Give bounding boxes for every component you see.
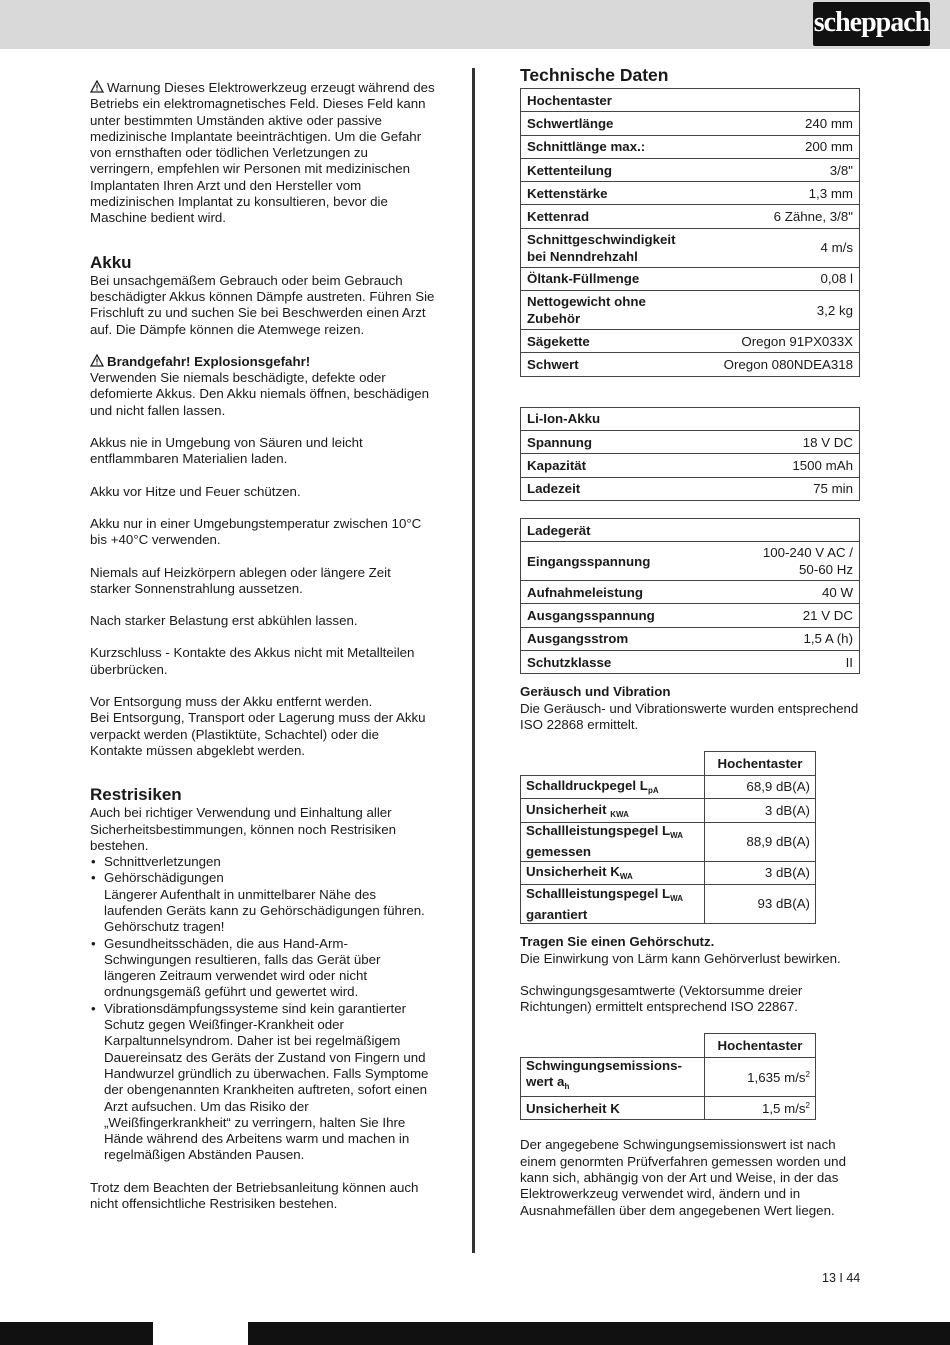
fire-text: Verwenden Sie niemals beschädigte, defekte oder defomierte Akkus. Den Akku niemals öffnen, beschädigen und nicht fallen lassen. (90, 370, 430, 418)
fire-heading: Brandgefahr! Explosionsgefahr! (90, 354, 435, 370)
akku-heading: Akku (90, 252, 132, 272)
radiator-paragraph: Niemals auf Heizkörpern ablegen oder längere Zeit starker Sonnenstrahlung aussetzen. (90, 564, 391, 596)
list-item: • Vibrationsdämpfungssysteme sind kein garantierter Schutz gegen Weißfinger-Krankheit oder Karpaltunnelsyndrom. Daher ist bei regelmäßigem Dauereinsatz des Geräts der Zustand von Fingern und Handwurzel gründlich zu überwachen. Falls Symptome der obengenannten Krankheiten auftreten, sofort einen Arzt aufsuchen. Um das Risiko der „Weißfingerkrankheit“ zu verringern, halten Sie Ihre Hände während des Arbeitens warm und machen in regelmäßigen Abständen Pausen. (90, 1001, 435, 1164)
table-header: Ladegerät (521, 518, 860, 541)
table-row: Schnittgeschwindigkeit bei Nenndrehzahl 4 m/s (521, 228, 860, 267)
noise-text: Die Geräusch- und Vibrationswerte wurden entsprechend ISO 22868 ermittelt. (520, 700, 859, 732)
left-column (90, 80, 435, 1212)
noise-heading: Geräusch und Vibration (520, 684, 671, 700)
bottom-bar-gap (153, 1322, 248, 1345)
column-divider (472, 68, 475, 1253)
hearing-heading: Tragen Sie einen Gehörschutz. (520, 934, 715, 950)
cool-paragraph: Nach starker Belastung erst abkühlen lassen. (90, 613, 358, 629)
spec-table-ladegeraet (520, 518, 860, 674)
table-row: Eingangsspannung 100-240 V AC / 50-60 Hz (521, 542, 860, 581)
table-header: Hochentaster (521, 89, 860, 112)
table-row: Unsicherheit K 1,5 $m/s^2$ (521, 1096, 816, 1120)
table-row: Schallleistungspegel $L_{WA}$ gemessen 88,9 dB(A) (521, 822, 816, 861)
table-row: Nettogewicht ohne Zubehör 3,2 kg (521, 291, 860, 330)
list-item: • Schnittverletzungen (90, 854, 435, 870)
table-row: Kettenteilung 3/8" (521, 158, 860, 181)
table-row: Schwingungsemissions- wert $a_h$ 1,635 $m/s^2$ (521, 1057, 816, 1096)
table-row: Schnittlänge max.: 200 mm (521, 135, 860, 158)
table-row: Ausgangsspannung 21 V DC (521, 604, 860, 627)
table-header: Hochentaster (705, 752, 816, 776)
vibration-text: Schwingungsgesamtwerte (Vektorsumme dreier Richtungen) ermittelt entsprechend ISO 22867. (520, 982, 803, 1015)
akku-intro: Bei unsachgemäßem Gebrauch oder beim Gebrauch beschädigter Akkus können Dämpfe austreten. Führen Sie Frischluft zu und suchen Sie bei Beschwerden einen Arzt auf. Die Dämpfe können die Atemwege reizen. (90, 272, 435, 337)
spec-table-hochentaster (520, 88, 860, 377)
table-row: Unsicherheit $_{KWA}$ 3 dB(A) (521, 799, 816, 823)
table-row: Aufnahmeleistung 40 W (521, 581, 860, 604)
table-header: Li-Ion-Akku (521, 407, 860, 430)
restrisiken-list (90, 854, 435, 1164)
table-row: Schalldruckpegel $L_{pA}$ 68,9 dB(A) (521, 775, 816, 799)
disposal-paragraph-1: Vor Entsorgung muss der Akku entfernt werden. (90, 694, 373, 710)
table-row: Schwert Oregon 080NDEA318 (521, 353, 860, 376)
table-row: Spannung 18 V DC (521, 430, 860, 453)
disposal-paragraph-2: Bei Entsorgung, Transport oder Lagerung muss der Akku verpackt werden (Plastiktüte, Schachtel) oder die Kontakte müssen abgeklebt werden. (90, 710, 426, 758)
page-number: 13 I 44 (822, 1271, 861, 1285)
table-row: Kettenrad 6 Zähne, 3/8" (521, 205, 860, 228)
table-row: Sägekette Oregon 91PX033X (521, 330, 860, 353)
brand-logo: scheppach (813, 2, 930, 46)
restrisiken-intro: Auch bei richtiger Verwendung und Einhaltung aller Sicherheitsbestimmungen, können noch Restrisiken bestehen. (90, 805, 396, 853)
bottom-bar (0, 1322, 950, 1345)
table-row: Ladezeit 75 min (521, 477, 860, 500)
noise-table (520, 751, 816, 924)
restrisiken-heading: Restrisiken (90, 785, 182, 805)
list-item-subtext: Längerer Aufenthalt in unmittelbarer Nähe des laufenden Geräts kann zu Gehörschädigungen führen. Gehörschutz tragen! (104, 886, 425, 935)
vibration-table (520, 1033, 816, 1120)
acids-paragraph: Akkus nie in Umgebung von Säuren und leicht entflammbaren Materialien laden. (90, 435, 363, 467)
warning-paragraph: Warnung Dieses Elektrowerkzeug erzeugt während des Betriebs ein elektromagnetisches Feld. Dieses Feld kann unter bestimmten Umständen aktive oder passive medizinische Implantate beeinträchtigen. Um die Gefahr von ernsthaften oder tödlichen Verletzungen zu verringern, empfehlen wir Personen mit medizinischen Implantaten Ihren Arzt und den Hersteller vom medizinischen Implantat zu konsultieren, bevor die Maschine bedient wird. (90, 80, 435, 226)
top-bar (0, 0, 950, 49)
heat-paragraph: Akku vor Hitze und Feuer schützen. (90, 483, 301, 499)
table-row: Öltank-Füllmenge 0,08 l (521, 267, 860, 290)
list-item: • Gesundheitsschäden, die aus Hand-Arm-Schwingungen resultieren, falls das Gerät über längeren Zeitraum verwendet wird oder nicht ordnungsgemäß geführt und gewertet wird. (90, 936, 435, 1001)
table-row: Unsicherheit $K_{WA}$ 3 dB(A) (521, 861, 816, 885)
table-row: Ausgangsstrom 1,5 A (h) (521, 627, 860, 650)
table-row: Kettenstärke 1,3 mm (521, 182, 860, 205)
restrisiken-final: Trotz dem Beachten der Betriebsanleitung können auch nicht offensichtliche Restrisiken bestehen. (90, 1179, 419, 1212)
temperature-paragraph: Akku nur in einer Umgebungstemperatur zwischen 10°C bis +40°C verwenden. (90, 515, 422, 548)
table-row: Schutzklasse II (521, 651, 860, 674)
table-row: Kapazität 1500 mAh (521, 454, 860, 477)
right-column (520, 64, 860, 1219)
table-row: Schwertlänge 240 mm (521, 112, 860, 135)
table-row: Schallleistungspegel $L_{WA}$ garantiert 93 dB(A) (521, 885, 816, 924)
technical-data-title: Technische Daten (520, 65, 669, 85)
short-circuit-paragraph: Kurzschluss - Kontakte des Akkus nicht mit Metallteilen überbrücken. (90, 645, 415, 677)
table-header: Hochentaster (705, 1034, 816, 1058)
warning-icon (90, 80, 104, 93)
spec-table-akku (520, 407, 860, 501)
final-paragraph: Der angegebene Schwingungsemissionswert ist nach einem genormten Prüfverfahren gemessen worden und kann sich, abhängig von der Art und Weise, in der das Elektrowerkzeug verwendet wird, ändern und in Ausnahmefällen über dem angegebenen Wert liegen. (520, 1137, 846, 1218)
hearing-text: Die Einwirkung von Lärm kann Gehörverlust bewirken. (520, 950, 841, 966)
warning-icon (90, 354, 104, 367)
list-item: • Gehörschädigungen Längerer Aufenthalt in unmittelbarer Nähe des laufenden Geräts kann zu Gehörschädigungen führen. Gehörschutz tragen! (90, 870, 435, 935)
